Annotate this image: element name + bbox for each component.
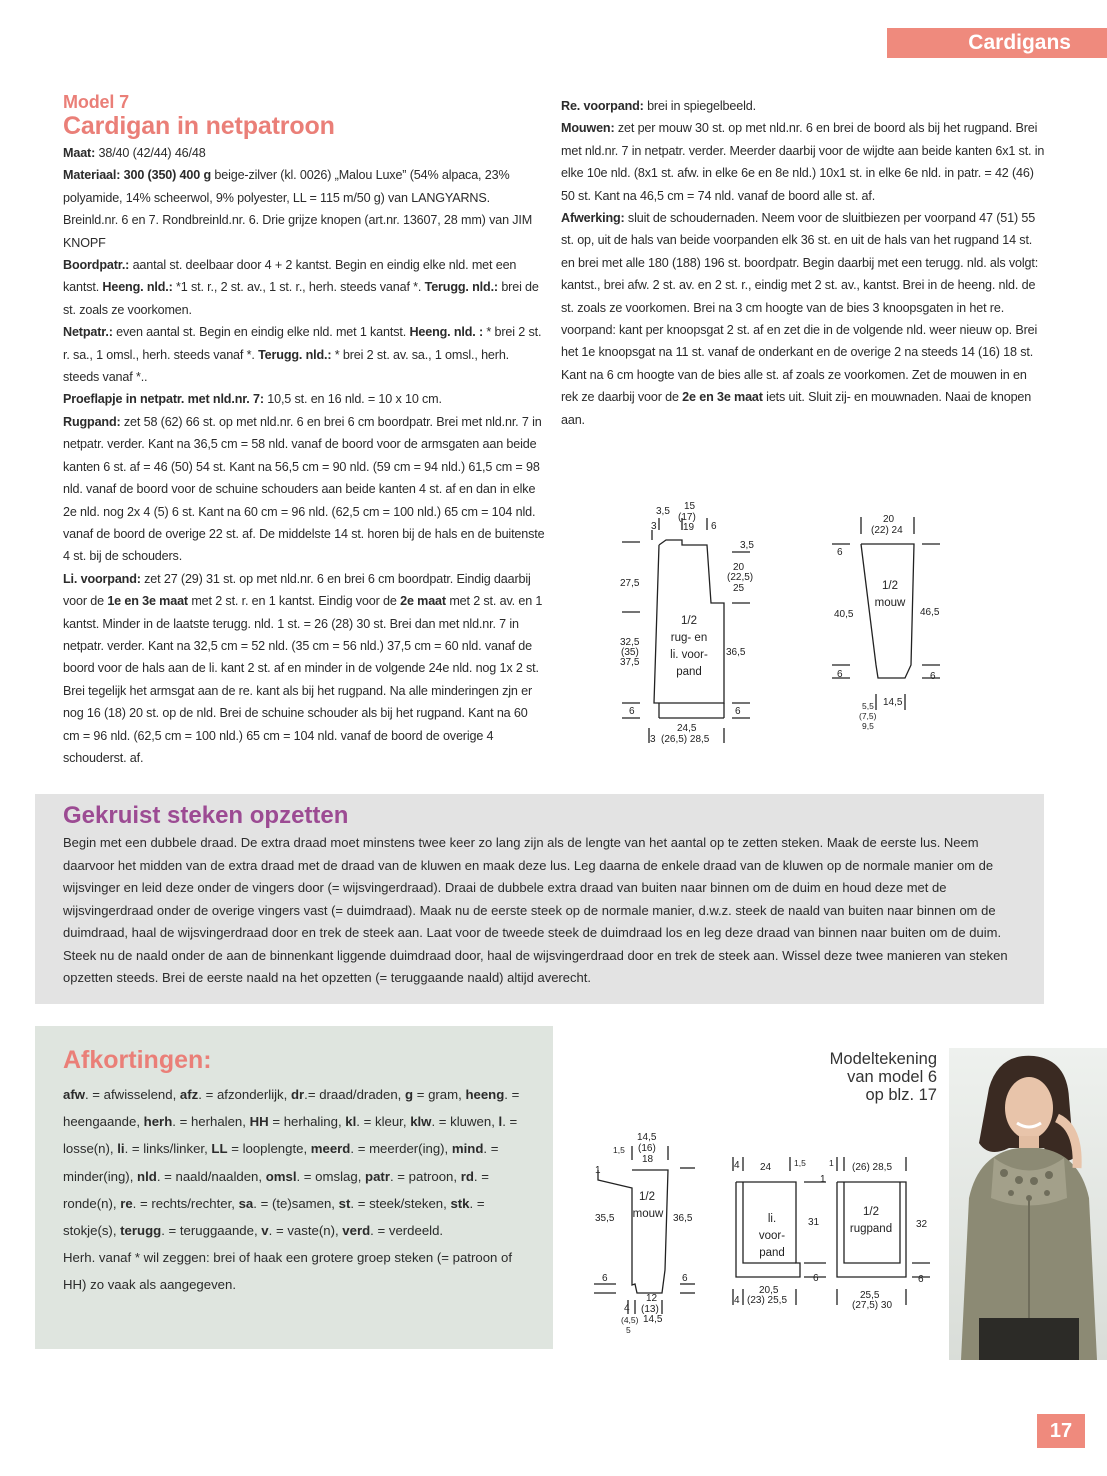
svg-text:5,5: 5,5 bbox=[862, 701, 874, 711]
bold-term: patr bbox=[365, 1168, 390, 1184]
bold-term: v bbox=[261, 1223, 269, 1239]
instruction-paragraph bbox=[63, 411, 545, 568]
svg-text:li.: li. bbox=[767, 1213, 777, 1225]
text-run: . = minder(ing), bbox=[63, 1141, 499, 1184]
text-run: . = links/linker, bbox=[124, 1141, 212, 1157]
svg-text:18: 18 bbox=[642, 1154, 654, 1165]
bold-term: mind bbox=[451, 1141, 484, 1157]
svg-text:1/2: 1/2 bbox=[681, 615, 697, 627]
bold-term: kl bbox=[345, 1114, 357, 1130]
text-run: . = vaste(n), bbox=[268, 1223, 343, 1239]
abbreviations-text bbox=[63, 1081, 533, 1299]
svg-text:3: 3 bbox=[651, 521, 657, 532]
svg-text:5: 5 bbox=[626, 1325, 631, 1335]
svg-text:4: 4 bbox=[734, 1295, 740, 1306]
svg-text:1: 1 bbox=[829, 1158, 834, 1168]
text-run: iets uit. Sluit zij- en mouwnaden. Naai de knopen aan. bbox=[561, 390, 1032, 427]
abbreviations-note: Herh. vanaf * wil zeggen: brei of haak een grotere groep steken (= patroon of HH) zo vaak als aangegeven. bbox=[63, 1250, 513, 1293]
bold-term: Heeng. nld. : bbox=[409, 325, 487, 340]
bold-term: rd bbox=[460, 1168, 474, 1184]
svg-text:32,5: 32,5 bbox=[620, 637, 640, 648]
text-run: 38/40 (42/44) 46/48 bbox=[98, 146, 206, 160]
svg-text:pand: pand bbox=[676, 666, 702, 678]
instruction-paragraph bbox=[63, 164, 545, 254]
bold-term: Terugg. nld.: bbox=[424, 280, 502, 295]
cast-on-text: Begin met een dubbele draad. De extra draad moet minstens twee keer zo lang zijn als de lengte van het aantal op te zetten steken. Maak de eerste lus. Neem daarvoor het midden van de extra draad met de draad van de kluwen en maak deze lus. Leg daarna de enkele draad van de kluwen op de normale manier om de wijsvinger en leid deze onder de vingers door (= wijsvingerdraad). Draai de dubbele extra draad van buiten naar binnen om de duim en houd deze met de wijsvingerdraad onder de overige vingers vast (= duimdraad). Maak nu de eerste steek op de normale manier, d.w.z. steek de naald van buiten naar binnen om de duimdraad, haal de wijsvingerdraad door en trek de steek aan. Laat voor de tweede steek de duimdraad los en leg deze draad van binnen naar buiten om de duim. Steek nu de naald onder de aan de binnenkant liggende duimdraad door, haal de wijsvingerdraad door en trek de steek aan. Wissel deze twee manieren van steken opzetten steeds. Brei de eerste naald na het opzetten (= teruggaande naald) altijd averecht. bbox=[63, 835, 1008, 985]
svg-text:(22) 24: (22) 24 bbox=[871, 525, 903, 536]
svg-text:36,5: 36,5 bbox=[726, 647, 746, 658]
cast-on-info-box bbox=[35, 794, 1044, 1004]
bold-term: 2e maat bbox=[400, 594, 450, 609]
bold-term: Terugg. nld.: bbox=[258, 347, 335, 362]
text-run: . = meerder(ing), bbox=[350, 1141, 452, 1157]
svg-text:(26) 28,5: (26) 28,5 bbox=[852, 1162, 893, 1173]
svg-text:32: 32 bbox=[916, 1219, 928, 1230]
instruction-paragraph bbox=[63, 388, 545, 410]
text-run: . = rechts/rechter, bbox=[132, 1195, 239, 1211]
svg-text:(23) 25,5: (23) 25,5 bbox=[747, 1295, 788, 1306]
svg-text:24: 24 bbox=[760, 1162, 772, 1173]
bold-term: Rugpand: bbox=[63, 414, 124, 429]
svg-text:rugpand: rugpand bbox=[849, 1223, 893, 1235]
instruction-paragraph bbox=[561, 117, 1045, 207]
abbreviations-title: Afkortingen: bbox=[63, 1046, 212, 1074]
svg-text:4: 4 bbox=[734, 1160, 740, 1171]
instruction-paragraph bbox=[63, 321, 545, 388]
cast-on-title: Gekruist steken opzetten bbox=[63, 802, 349, 829]
pattern-instructions-continued bbox=[561, 95, 1045, 431]
svg-text:rug- en: rug- en bbox=[670, 632, 708, 644]
bold-term: li bbox=[117, 1141, 125, 1157]
text-run: met 2 st. av. en 1 kantst. Minder in de laatste terugg. nld. 1 st. = 26 (28) 30 st. Brei dan met nld.nr. 7 in netpatr. verder. Kant na 32,5 cm = 52 nld. (35 cm = 56 nld.) 37,5 cm = 60 nld. vanaf de boord voor de hals aan de li. kant 2 st. af en minder in de volgende 24e nld. nog 1x 2 st. Brei tegelijk het armsgat aan de re. kant als bij het rugpand. Na alle minderingen zjn er nog 16 (18) 20 st. op de nld. Brei de schuine schouder als bij het rugpand. Kant na 60 cm = 96 nld. (62,5 cm = 100 nld.) 65 cm = 104 nld. vanaf de boord de overige 4 schouderst. af. bbox=[63, 594, 543, 765]
svg-text:li. voor-: li. voor- bbox=[670, 649, 708, 661]
bold-term: Maat: bbox=[63, 146, 99, 160]
text-run: . = kluwen, bbox=[431, 1114, 499, 1130]
schematic-sleeve bbox=[828, 510, 948, 735]
bold-term: st bbox=[338, 1195, 351, 1211]
svg-text:1/2: 1/2 bbox=[639, 1191, 655, 1203]
text-run: .= draad/draden, bbox=[304, 1087, 405, 1102]
svg-text:19: 19 bbox=[683, 522, 695, 533]
right-column bbox=[561, 95, 1045, 431]
text-run: . = herhalen, bbox=[172, 1114, 250, 1130]
svg-text:(22,5): (22,5) bbox=[727, 572, 754, 583]
svg-text:6: 6 bbox=[837, 547, 843, 558]
text-run: . = omslag, bbox=[296, 1168, 366, 1184]
svg-text:25: 25 bbox=[733, 583, 745, 594]
text-run: beige-zilver (kl. 0026) „Malou Luxe” (54% alpaca, 23% polyamide, 14% scheerwol, 9% polyester, LL = 115 m/50 g) van LANGYARNS. Breinld.nr. 6 en 7. Rondbreinld.nr. 6. Drie grijze knopen (art.nr. 13607, 28 mm) van JIM KNOPF bbox=[63, 168, 533, 250]
svg-text:6: 6 bbox=[930, 671, 936, 682]
model-photo bbox=[949, 1048, 1107, 1360]
bold-term: afw bbox=[63, 1087, 85, 1102]
text-run: * brei 2 st. av. sa., 1 omsl., herh. steeds vanaf *.. bbox=[63, 347, 510, 385]
bold-term: terugg bbox=[120, 1223, 162, 1239]
svg-text:voor-: voor- bbox=[758, 1230, 786, 1242]
text-run: . = losse(n), bbox=[63, 1114, 518, 1157]
bold-term: Re. voorpand: bbox=[561, 99, 648, 113]
bold-term: 1e en 3e maat bbox=[107, 594, 192, 609]
svg-text:1: 1 bbox=[820, 1174, 826, 1185]
bold-term: meerd bbox=[310, 1141, 351, 1157]
bold-term: Mouwen: bbox=[561, 121, 618, 136]
svg-text:14,5: 14,5 bbox=[643, 1314, 663, 1325]
bold-term: verd bbox=[342, 1223, 371, 1239]
abbreviations-box bbox=[35, 1026, 553, 1349]
text-run: zet per mouw 30 st. op met nld.nr. 6 en brei de boord als bij het rugpand. Brei met nld.nr. 7 in netpatr. verder. Meerder daarbij voor de wijdte aan beide kanten 6x1 st. in elke 10e nld. (8x1 st. afw. in elke 6e en 8e nld.) 10x1 st. in elke 6e nld. in patr. = 42 (46) 50 st. Kant na 46,5 cm = 74 nld. vanaf de boord alle st. af. bbox=[561, 121, 1045, 203]
svg-text:pand: pand bbox=[759, 1247, 785, 1259]
svg-text:mouw: mouw bbox=[632, 1208, 664, 1220]
svg-text:12: 12 bbox=[646, 1293, 658, 1304]
text-run: . = kleur, bbox=[356, 1114, 411, 1130]
text-run: zet 58 (62) 66 st. op met nld.nr. 6 en brei 6 cm boordpatr. Brei met nld.nr. 7 in netpatr. verder. Kant na 36,5 cm = 58 nld. vanaf de boord voor de armsgaten aan beide kanten 6 st. af = 46 (50) 54 st. Kant na 56,5 cm = 90 nld. (59 cm = 94 nld.) 61,5 cm = 98 nld. vanaf de boord voor de schuine schouders aan beide kanten 4 st. af en dan in elke 2e nld. nog 2x 4 (5) 6 st. Kant na 60 cm = 96 nld. (62,5 cm = 100 nld.) 65 cm = 104 nld. vanaf de boord de overige 22 st. af. De middelste 14 st. horen bij de hals en de buitenste 4 st. bij de schouders. bbox=[63, 414, 545, 564]
svg-text:(4,5): (4,5) bbox=[621, 1315, 639, 1325]
svg-text:31: 31 bbox=[808, 1217, 820, 1228]
bold-term: sa bbox=[238, 1195, 254, 1211]
bold-term: afz bbox=[179, 1087, 199, 1102]
text-run: . = (te)samen, bbox=[253, 1195, 339, 1211]
text-run: brei de st. zoals ze voorkomen. bbox=[63, 280, 539, 317]
text-run: . = afzonderlijk, bbox=[198, 1087, 291, 1102]
bold-term: klw bbox=[410, 1114, 432, 1130]
bold-term: dr bbox=[290, 1087, 305, 1102]
abbreviations-list bbox=[63, 1081, 533, 1244]
svg-text:20,5: 20,5 bbox=[759, 1285, 779, 1296]
svg-text:(16): (16) bbox=[638, 1143, 656, 1154]
text-run: brei in spiegelbeeld. bbox=[647, 99, 756, 113]
text-run: = gram, bbox=[413, 1087, 466, 1102]
svg-text:4: 4 bbox=[624, 1303, 630, 1314]
svg-text:6: 6 bbox=[918, 1274, 924, 1285]
text-run: . = ronde(n), bbox=[63, 1168, 489, 1211]
bold-term: re bbox=[120, 1195, 133, 1211]
text-run: . = stokje(s), bbox=[63, 1195, 485, 1239]
model-number: Model 7 bbox=[63, 92, 129, 112]
svg-text:27,5: 27,5 bbox=[620, 578, 640, 589]
instruction-paragraph bbox=[63, 568, 545, 770]
svg-text:(7,5): (7,5) bbox=[859, 711, 877, 721]
svg-text:3,5: 3,5 bbox=[656, 506, 670, 517]
pattern-instructions bbox=[63, 142, 545, 769]
svg-text:1: 1 bbox=[595, 1165, 601, 1176]
bold-term: Materiaal: 300 (350) 400 g bbox=[63, 168, 215, 183]
svg-text:14,5: 14,5 bbox=[637, 1132, 657, 1143]
instruction-paragraph bbox=[63, 254, 545, 321]
text-run: *1 st. r., 2 st. av., 1 st. r., herh. steeds vanaf *. bbox=[176, 280, 425, 295]
schematic-back-front bbox=[612, 500, 762, 750]
bold-term: stk bbox=[450, 1195, 470, 1211]
bold-term: omsl bbox=[265, 1168, 297, 1184]
page-number: 17 bbox=[1037, 1414, 1085, 1448]
svg-text:25,5: 25,5 bbox=[860, 1290, 880, 1301]
bold-term: herh bbox=[143, 1114, 173, 1130]
svg-text:24,5: 24,5 bbox=[677, 723, 697, 734]
svg-text:40,5: 40,5 bbox=[834, 609, 854, 620]
text-run: even aantal st. Begin en eindig elke nld. met 1 kantst. bbox=[116, 325, 410, 340]
bold-term: Boordpatr.: bbox=[63, 258, 133, 273]
svg-text:6: 6 bbox=[837, 669, 843, 680]
text-run: 10,5 st. en 16 nld. = 10 x 10 cm. bbox=[267, 392, 442, 407]
svg-text:6: 6 bbox=[735, 706, 741, 717]
svg-text:1,5: 1,5 bbox=[613, 1145, 625, 1155]
bold-term: Proeflapje in netpatr. met nld.nr. 7: bbox=[63, 392, 268, 407]
bold-term: nld bbox=[137, 1168, 157, 1184]
text-run: met 2 st. r. en 1 kantst. Eindig voor de bbox=[191, 594, 401, 609]
left-column bbox=[63, 92, 545, 769]
svg-text:6: 6 bbox=[813, 1273, 819, 1284]
svg-text:6: 6 bbox=[602, 1273, 608, 1284]
svg-text:3,5: 3,5 bbox=[740, 540, 754, 551]
instruction-paragraph bbox=[561, 207, 1045, 431]
svg-text:1/2: 1/2 bbox=[863, 1206, 879, 1218]
text-run: sluit de schoudernaden. Neem voor de sluitbiezen per voorpand 47 (51) 55 st. op, uit de hals van beide voorpanden elk 36 st. en uit de hals van het rugpand 14 st. en brei met alle 180 (188) 196 st. boordpatr. Begin daarbij met een terugg. nld. als volgt: kantst., brei afw. 2 st. av. en 2 st. r., eindig met 2 st. av., kantst. Brei in de heeng. nld. de st. zoals ze voorkomen. Brei na 3 cm hoogte van de bies 3 knoopsgaten in het re. voorpand: kant per knoopsgat 2 st. af en zet die in de volgende nld. weer nieuw op. Brei het 1e knoopsgat na 11 st. vanaf de onderkant en de overige 2 na steeds 14 (16) 18 st. Kant na 6 cm hoogte van de bies alle st. af zoals ze voorkomen. Zet de mouwen in en rek ze daarbij voor de bbox=[561, 211, 1039, 405]
text-run: = herhaling, bbox=[268, 1114, 346, 1130]
text-run: = looplengte, bbox=[227, 1141, 311, 1157]
text-run: . = patroon, bbox=[389, 1168, 461, 1184]
svg-text:1,5: 1,5 bbox=[794, 1158, 806, 1168]
bold-term: Heeng. nld.: bbox=[102, 280, 177, 295]
bold-term: Netpatr.: bbox=[63, 325, 117, 340]
text-run: aantal st. deelbaar door 4 + 2 kantst. Begin en eindig elke nld. met een kantst. bbox=[63, 258, 517, 295]
text-run: . = heengaande, bbox=[63, 1087, 520, 1130]
svg-text:14,5: 14,5 bbox=[883, 697, 903, 708]
svg-text:36,5: 36,5 bbox=[673, 1213, 693, 1224]
svg-text:6: 6 bbox=[682, 1273, 688, 1284]
svg-text:9,5: 9,5 bbox=[862, 721, 874, 731]
svg-text:20: 20 bbox=[733, 562, 745, 573]
bold-term: 2e en 3e maat bbox=[682, 390, 767, 405]
text-run: . = naald/naalden, bbox=[156, 1168, 266, 1184]
svg-text:(26,5) 28,5: (26,5) 28,5 bbox=[661, 734, 710, 745]
instruction-paragraph bbox=[63, 142, 545, 164]
svg-text:20: 20 bbox=[883, 514, 895, 525]
svg-text:35,5: 35,5 bbox=[595, 1213, 615, 1224]
svg-text:(27,5) 30: (27,5) 30 bbox=[852, 1300, 893, 1311]
schematic-back-model6 bbox=[800, 1155, 930, 1315]
text-run: . = verdeeld. bbox=[370, 1223, 444, 1239]
svg-text:1/2: 1/2 bbox=[882, 580, 898, 592]
svg-text:(35): (35) bbox=[621, 647, 639, 658]
text-run: * brei 2 st. r. sa., 1 omsl., herh. steeds vanaf *. bbox=[63, 325, 542, 362]
svg-text:15: 15 bbox=[684, 501, 696, 512]
instruction-paragraph bbox=[561, 95, 1045, 117]
text-run: . = afwisselend, bbox=[84, 1087, 180, 1102]
svg-text:46,5: 46,5 bbox=[920, 607, 940, 618]
bold-term: HH bbox=[249, 1114, 269, 1130]
svg-text:6: 6 bbox=[629, 706, 635, 717]
model-title: Cardigan in netpatroon bbox=[63, 112, 335, 140]
bold-term: Li. voorpand: bbox=[63, 571, 145, 586]
section-tab: Cardigans bbox=[887, 28, 1107, 58]
svg-text:3: 3 bbox=[650, 734, 656, 745]
svg-text:(17): (17) bbox=[678, 512, 696, 523]
bold-term: Afwerking: bbox=[561, 211, 628, 226]
text-run: zet 27 (29) 31 st. op met nld.nr. 6 en brei 6 cm boordpatr. Eindig daarbij voor de bbox=[63, 571, 531, 609]
bold-term: l bbox=[498, 1114, 503, 1130]
svg-text:37,5: 37,5 bbox=[620, 657, 640, 668]
model-drawing-caption: Modeltekening van model 6 op blz. 17 bbox=[829, 1050, 937, 1104]
schematic-sleeve-model6 bbox=[590, 1128, 705, 1343]
text-run: . = teruggaande, bbox=[161, 1223, 262, 1239]
bold-term: heeng bbox=[465, 1087, 505, 1102]
svg-text:6: 6 bbox=[711, 521, 717, 532]
bold-term: LL bbox=[211, 1141, 228, 1157]
text-run: . = steek/steken, bbox=[350, 1195, 451, 1211]
bold-term: g bbox=[404, 1087, 414, 1102]
svg-text:(13): (13) bbox=[641, 1304, 659, 1315]
svg-text:mouw: mouw bbox=[874, 597, 906, 609]
